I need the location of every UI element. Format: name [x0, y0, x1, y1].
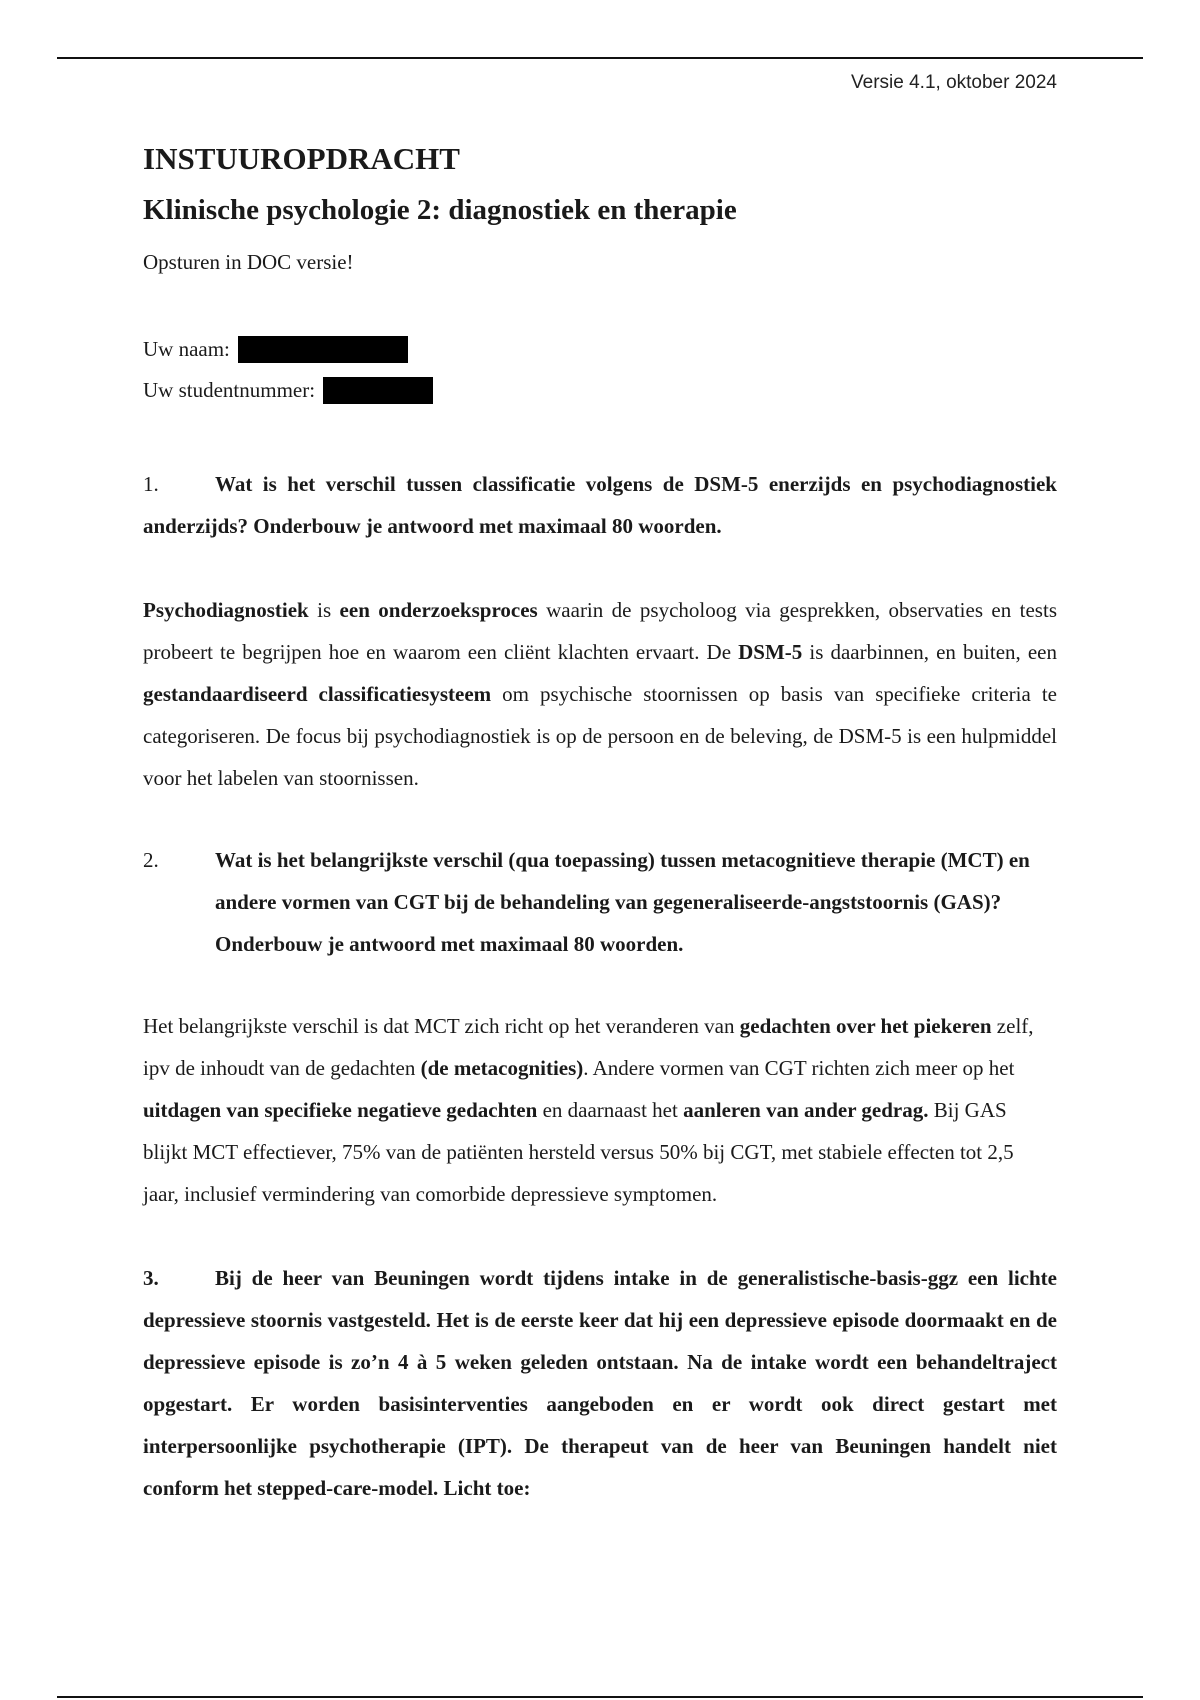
- answer-1-text: is: [308, 598, 340, 623]
- student-number-field-row: [143, 370, 1057, 411]
- question-1-number: 1.: [143, 472, 159, 497]
- submission-note: Opsturen in DOC versie!: [143, 249, 354, 274]
- footer-rule: [57, 1696, 1143, 1698]
- answer-2-text: . Andere vormen van CGT richten zich meer op het: [583, 1056, 1015, 1081]
- answer-2-term-negatieve-gedachten: uitdagen van specifieke negatieve gedachten: [143, 1098, 538, 1123]
- question-2-text: Wat is het belangrijkste verschil (qua toepassing) tussen metacognitieve therapie (MCT) en andere vormen van CGT bij de behandeling van gegeneraliseerde-angststoornis (GAS)? Onderbouw je antwoord met maximaal 80 woorden.: [215, 848, 1030, 957]
- answer-2-text: en daarnaast het: [537, 1098, 684, 1123]
- answer-2-term-piekeren: gedachten over het piekeren: [739, 1014, 992, 1039]
- document-body: [143, 140, 1057, 1509]
- answer-1-term-dsm5: DSM-5: [738, 640, 803, 665]
- answer-2-text: Bij GAS blijkt MCT effectiever, 75% van de patiënten hersteld versus 50% bij CGT, met stabiele effecten tot 2,5 jaar, inclusief vermindering van comorbide depressieve symptomen.: [143, 1098, 1014, 1207]
- answer-1-text: is daarbinnen, en buiten, een: [802, 640, 1057, 665]
- answer-2: [143, 1005, 1057, 1215]
- redacted-student-number: [323, 377, 433, 404]
- name-label: Uw naam:: [143, 337, 230, 362]
- version-label: Versie 4.1, oktober 2024: [851, 72, 1057, 93]
- answer-1-text: waarin de psycholoog via gesprekken, observaties en tests probeert te begrijpen hoe en waarom een cliënt klachten ervaart. De: [143, 598, 1057, 665]
- document-subtitle: Klinische psychologie 2: diagnostiek en therapie: [143, 194, 737, 227]
- name-field-row: [143, 329, 1057, 370]
- answer-2-text: Het belangrijkste verschil is dat MCT zich richt op het veranderen van: [143, 1014, 740, 1039]
- question-3-text: Bij de heer van Beuningen wordt tijdens intake in de generalistische-basis-ggz een lichte depressieve stoornis vastgesteld. Het is de eerste keer dat hij een depressieve episode doormaakt en de depressieve episode is zo’n 4 à 5 weken geleden ontstaan. Na de intake wordt een behandeltraject opgestart. Er worden basisinterventies aangeboden en er wordt ook direct gestart met interpersoonlijke psychotherapie (IPT). De therapeut van de heer van Beuningen handelt niet conform het stepped-care-model. Licht toe:: [143, 1266, 1057, 1501]
- answer-2-term-ander-gedrag: aanleren van ander gedrag.: [683, 1098, 929, 1123]
- question-3: [143, 1257, 1057, 1509]
- redacted-name: [238, 336, 408, 363]
- answer-1-text: om psychische stoornissen op basis van specifieke criteria te categoriseren. De focus bij psychodiagnostiek is op de persoon en de beleving, de DSM-5 is een hulpmiddel voor het labelen van stoornissen.: [143, 682, 1057, 791]
- answer-1-term-classificatiesysteem: gestandaardiseerd classificatiesysteem: [143, 682, 492, 707]
- answer-1-term-onderzoeksproces: een onderzoeksproces: [339, 598, 538, 623]
- student-fields: [143, 329, 1057, 411]
- answer-1: [143, 589, 1057, 799]
- student-number-label: Uw studentnummer:: [143, 378, 316, 403]
- document-title: INSTUUROPDRACHT: [143, 141, 460, 176]
- answer-2-text: zelf, ipv de inhoudt van de gedachten: [143, 1014, 1034, 1081]
- question-2: [143, 839, 1057, 965]
- answer-1-term-psychodiagnostiek: Psychodiagnostiek: [143, 598, 309, 623]
- question-1-text: Wat is het verschil tussen classificatie volgens de DSM-5 enerzijds en psychodiagnostiek anderzijds? Onderbouw je antwoord met maximaal 80 woorden.: [143, 472, 1057, 539]
- answer-2-term-metacognities: (de metacognities): [420, 1056, 584, 1081]
- question-1: [143, 463, 1057, 547]
- question-2-number: 2.: [143, 848, 159, 873]
- header-rule: [57, 57, 1143, 59]
- question-3-number: 3.: [143, 1266, 159, 1291]
